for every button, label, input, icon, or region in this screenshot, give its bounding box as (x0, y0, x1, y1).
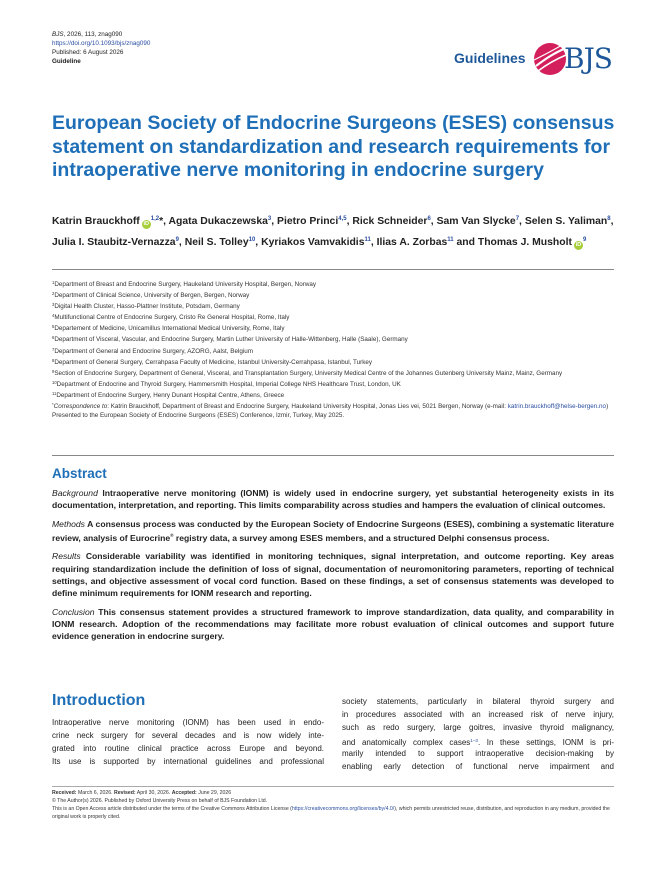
abstract-results-label: Results (52, 551, 81, 562)
abstract-conclusion-label: Conclusion (52, 606, 95, 617)
affiliation-number: 10 (52, 379, 57, 385)
author-affiliation-ref[interactable]: 6 (427, 216, 431, 222)
affiliation-number: 4 (52, 313, 55, 319)
copyright: © The Author(s) 2026. Published by Oxford University Press on behalf of BJS Foundation Ltd. (52, 798, 268, 804)
article-metadata (52, 30, 150, 66)
affiliation (52, 367, 614, 378)
body-column-right (342, 695, 614, 774)
body-line: in procedures associated with an increased risk of nerve injury, (342, 710, 614, 720)
accepted-label: Accepted: (171, 790, 197, 796)
article-title: European Society of Endocrine Surgeons (ESES) consensus statement on standardization and research requirements for intraoperative nerve monitoring in endocrine surgery (52, 112, 615, 181)
correspondence-email[interactable]: katrin.brauckhoff@helse-bergen.no (507, 403, 607, 411)
affiliation (52, 289, 614, 300)
correspondence (52, 400, 614, 411)
received-date: March 6, 2026. (76, 790, 115, 796)
body-line-text: and anatomically complex cases (342, 738, 471, 748)
author[interactable] (437, 216, 519, 227)
revised-label: Revised: (114, 790, 136, 796)
affiliation (52, 389, 614, 400)
affiliation (52, 278, 614, 289)
author-affiliation-ref[interactable]: 10 (248, 237, 256, 244)
author-affiliation-ref[interactable]: 8 (607, 216, 611, 222)
published-date: Published: 6 August 2026 (52, 49, 124, 56)
correspondence-text: : Katrin Brauckhoff, Department of Breast and Endocrine Surgery, Haukeland University Hospital, Jonas Lies vei, 5021 Bergen, Norway (e-mail: (107, 403, 508, 411)
affiliation (52, 345, 614, 356)
author-list: Katrin Brauckhoff iD$^{1,2}$*, Agata Dukaczewska$^3$, Pietro Princi$^{4,5}$, Rick Schneider$^6$, Sam Van Slycke$^7$, Selen S. Yaliman$^8$, Julia I. Staubitz-Vernazza$^9$, Neil S. Tolley$^{10}$, Kyriakos Vamvakidis$^{11}$, Ilias A. Zorbas$^{11}$ and Thomas J. Musholt $iD^9$ (52, 216, 614, 249)
body-column-left (52, 716, 324, 768)
author[interactable] (185, 237, 256, 248)
author-name: Sam Van Slycke (436, 216, 516, 227)
registered-mark: ® (170, 532, 174, 538)
divider (52, 269, 614, 270)
abstract-heading: Abstract (52, 466, 107, 481)
affiliation-number: 5 (52, 324, 55, 330)
affiliation-number: 8 (52, 357, 55, 363)
abstract-methods-text-a: A consensus process was conducted by the European Society of Endocrine Surgeons (ESES), combining a systematic literature review, analysis of Eurocrine (52, 518, 614, 543)
author[interactable] (261, 237, 371, 248)
received-label: Received: (52, 790, 77, 796)
author-name: Ilias A. Zorbas (376, 237, 448, 249)
affiliation-list (52, 278, 614, 400)
author[interactable] (169, 216, 272, 227)
abstract-conclusion (52, 606, 614, 643)
affiliation-number: 2 (52, 291, 55, 297)
bjs-wordmark: BJS (564, 42, 612, 75)
affiliation-text: Department of Breast and Endocrine Surgery, Haukeland University Hospital, Bergen, Norway (54, 281, 317, 288)
journal-logo (454, 40, 614, 80)
author-affiliation-ref[interactable]: 11 (447, 237, 454, 244)
author-affiliation-ref[interactable]: 3 (267, 216, 272, 222)
author[interactable] (377, 237, 454, 248)
author-affiliation-ref[interactable]: 4,5 (338, 216, 347, 222)
corresponding-mark: * (159, 216, 164, 227)
presented-note: Presented to the European Society of Endocrine Surgeons (ESES) Conference, Izmir, Turkey, May 2025. (52, 412, 345, 420)
divider (52, 455, 614, 456)
divider (52, 786, 614, 787)
abstract-methods (52, 518, 614, 544)
affiliation (52, 311, 614, 322)
author-name: Julia I. Staubitz-Vernazza (52, 237, 176, 249)
abstract-background-label: Background (52, 488, 98, 498)
author-name: Agata Dukaczewska (168, 216, 268, 227)
article-type: Guideline (52, 58, 81, 65)
license-text-b: ), which permits unrestricted reuse, distribution, and reproduction in any medium, provided the original work is properly cited. (52, 806, 610, 820)
body-line: enabling early detection of functional nerve impairment and (342, 762, 614, 772)
history-dates (52, 789, 614, 797)
affiliation (52, 300, 614, 311)
affiliations (52, 278, 614, 420)
affiliation-text: Department of Endocrine and Thyroid Surgery, Hammersmith Hospital, Imperial College NHS Healthcare Trust, London, UK (56, 380, 401, 388)
guidelines-label: Guidelines (454, 50, 526, 66)
author-name: Kyriakos Vamvakidis (261, 237, 365, 249)
affiliation-number: 11 (52, 390, 57, 396)
doi-link[interactable]: https://doi.org/10.1093/bjs/znag090 (52, 40, 151, 47)
abstract-methods-label: Methods (52, 518, 85, 529)
author-name: Katrin Brauckhoff (52, 216, 140, 227)
correspondence-mark: * (52, 402, 54, 408)
body-line: grated into routine clinical practice across Europe and beyond. (52, 744, 324, 754)
accepted-date: June 29, 2026 (196, 790, 232, 796)
affiliation-text: Department of Endocrine Surgery, Henry Dunant Hospital Centre, Athens, Greece (56, 391, 285, 399)
journal-name: BJS (52, 31, 64, 38)
body-line (342, 734, 614, 747)
affiliation-text: Section of Endocrine Surgery, Department of General, Visceral, and Transplantation Surgery, University Medical Centre of the Johannes Gutenberg University Mainz, Mainz, Germany (54, 369, 563, 377)
affiliation-number: 6 (52, 335, 55, 341)
abstract-body (52, 487, 614, 648)
author[interactable] (352, 216, 430, 227)
affiliation (52, 378, 614, 389)
correspondence-close: ) (606, 403, 609, 411)
affiliation-text: Departement of Medicine, Unicamillus International Medical University, Rome, Italy (54, 325, 285, 333)
citation: , 2026, 113, znag090 (63, 31, 123, 38)
author-and: and (456, 237, 475, 249)
license-link[interactable]: https://creativecommons.org/licenses/by/4.0/ (291, 806, 395, 812)
author-name: Rick Schneider (352, 216, 428, 227)
affiliation-text: Department of General and Endocrine Surgery, AZORG, Aalst, Belgium (54, 347, 254, 355)
affiliation-text: Department of Visceral, Vascular, and Endocrine Surgery, Martin Luther University of Halle-Wittenberg, Halle (Saale), Germany (54, 336, 408, 344)
author-name: Pietro Princi (277, 216, 339, 227)
correspondence-label: Correspondence to (53, 403, 108, 411)
body-line: Its use is supported by international guidelines and professional (52, 757, 324, 767)
author-affiliation-ref[interactable]: 9 (582, 237, 587, 244)
abstract-conclusion-text: This consensus statement provides a structured framework to improve standardization, data quality, and comparability in IONM research. Adoption of the recommendations may facilitate more robust evaluation of clinical outcomes and support future evidence generation in endocrine surgery. (52, 606, 614, 641)
article-footer (52, 789, 614, 821)
author-affiliation-ref[interactable]: 7 (515, 216, 520, 222)
affiliation-text: Multifunctional Centre of Endocrine Surgery, Cristo Re General Hospital, Rome, Italy (54, 314, 290, 322)
affiliation-number: 7 (52, 346, 55, 352)
author-name: Selen S. Yaliman (524, 216, 608, 227)
introduction-heading: Introduction (52, 692, 146, 709)
author-affiliation-ref[interactable]: 1,2 (150, 216, 160, 222)
affiliation-text: Department of Clinical Science, University of Bergen, Bergen, Norway (54, 292, 250, 300)
affiliation-text: Department of General Surgery, Cerrahpasa Faculty of Medicine, Istanbul University-Cerrahpasa, Istanbul, Turkey (54, 358, 373, 366)
abstract-results-text: Considerable variability was identified in monitoring techniques, signal interpretation, and outcome reporting. Key areas requiring standardization include the definition of loss of signal, documentation of neuromonitoring parameters, reporting of technical settings, and objective assessment of vocal cord function. Based on these findings, a set of consensus statements was developed to define minimum requirements for IONM research and reporting. (52, 551, 615, 599)
license (52, 805, 614, 821)
orcid-icon[interactable]: iD (575, 242, 582, 249)
orcid-icon[interactable]: iD (143, 221, 150, 227)
abstract-results (52, 550, 614, 599)
author[interactable] (525, 216, 611, 227)
author[interactable] (52, 237, 179, 248)
revised-date: April 30, 2026. (135, 790, 172, 796)
body-line: Intraoperative nerve monitoring (IONM) has been used in endo- (52, 718, 324, 727)
affiliation (52, 322, 614, 333)
body-line: such as redo surgery, large goitres, invasive thyroid malignancy, (342, 723, 614, 733)
abstract-methods-text-b: registry data, a survey among ESES members, and a structured Delphi consensus process. (173, 532, 550, 543)
body-line: marily intended to support intraoperative decision-making by (342, 749, 614, 759)
affiliation-number: 1 (52, 280, 55, 285)
body-line-tail: . In these settings, IONM is pri- (477, 738, 615, 748)
affiliation-text: Digital Health Cluster, Hasso-Plattner Institute, Potsdam, Germany (54, 303, 240, 311)
affiliation (52, 356, 614, 367)
abstract-background-text: Intraoperative nerve monitoring (IONM) is widely used in endocrine surgery, yet substantial heterogeneity exists in its documentation, interpretation, and reporting. This limits comparability across studies and hampers the evaluation of clinical outcomes. (52, 488, 614, 511)
author[interactable] (52, 216, 163, 227)
abstract-background (52, 487, 614, 511)
body-line: crine neck surgery for several decades and is now widely inte- (52, 731, 324, 741)
affiliation-number: 3 (52, 302, 55, 308)
author-affiliation-ref[interactable]: 11 (364, 237, 371, 244)
author-name: Neil S. Tolley (184, 237, 249, 249)
body-line: society statements, particularly in bilateral thyroid surgery and (342, 697, 614, 706)
reference-link[interactable]: 1–3 (470, 738, 478, 744)
author-affiliation-ref[interactable]: 9 (175, 237, 179, 244)
affiliation (52, 333, 614, 344)
author-name: Thomas J. Musholt (477, 237, 572, 249)
author[interactable] (277, 216, 347, 227)
affiliation-number: 9 (52, 368, 55, 374)
author[interactable] (478, 237, 586, 248)
license-text-a: This is an Open Access article distributed under the terms of the Creative Commons Attribution License ( (52, 806, 292, 812)
